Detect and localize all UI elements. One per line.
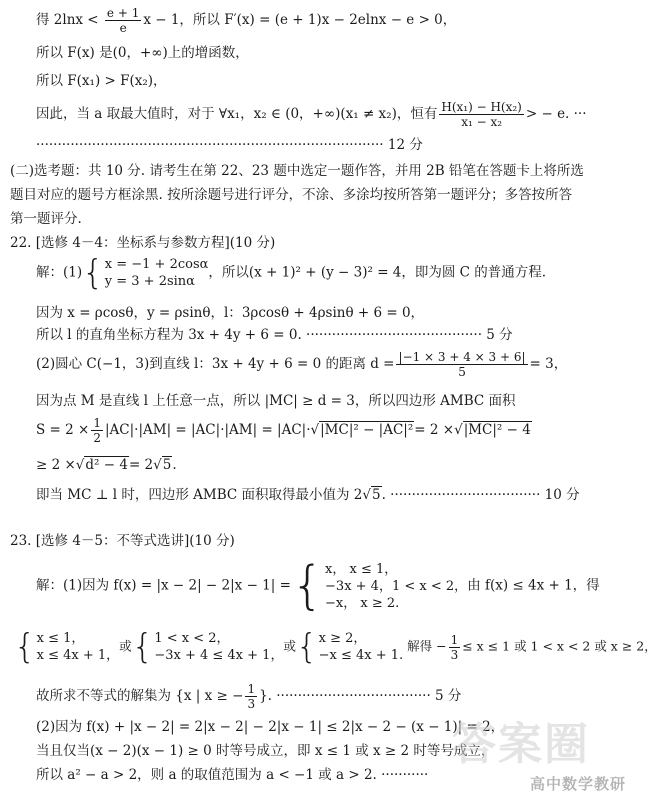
question-22-title: 22. [选修 4－4：坐标系与参数方程](10 分) — [10, 235, 276, 251]
line-20 — [14, 627, 657, 667]
text-l19-tail: 由 f(x) ≤ 4x + 1，得 — [467, 577, 600, 594]
case-line: −3x + 4，1 < x < 2， — [325, 578, 468, 594]
fraction — [439, 100, 524, 129]
line-23: 当且仅当(x − 2)(x − 1) ≥ 0 时等号成立，即 x ≤ 1 或 x ≥ 2 时等号成立， — [36, 743, 495, 759]
sqrt-icon: √ — [153, 457, 162, 473]
text-l10-tail: ，所以(x + 1)² + (y − 3)² = 4，即为圆 C 的普通方程. — [208, 264, 547, 281]
fraction — [396, 350, 527, 379]
sqrt-radicand: |MC|² − |AC|² — [320, 422, 414, 438]
brace-icon: { — [14, 627, 36, 667]
line-19 — [36, 556, 600, 616]
line-16 — [36, 456, 177, 474]
text-l17-tail: . ··································· 10 分 — [381, 487, 580, 503]
text-l21-tail: }. ···································· 5 分 — [259, 688, 462, 704]
line-7: 题目对应的题号方框涂黑. 按所涂题号进行评分，不涂、多涂均按所答第一题评分；多答按所答 — [10, 187, 573, 203]
sqrt-icon: √ — [362, 487, 371, 503]
system-3 — [319, 630, 404, 664]
text-l21-head: 故所求不等式的解集为 {x | x ≥ − — [36, 688, 244, 704]
equation-line: 1 < x < 2， — [154, 631, 230, 646]
brace-icon: { — [82, 253, 104, 293]
line-2: 所以 F(x) 是(0，+∞)上的增函数， — [36, 45, 249, 61]
fraction — [105, 6, 141, 35]
text-l15-head: S = 2 × — [36, 422, 90, 438]
text-or: 或 — [119, 638, 132, 654]
line-5-score: ················································································· 12 分 — [36, 137, 423, 153]
equation-line: −3x + 4 ≤ 4x + 1， — [154, 648, 284, 663]
fraction-numerator: |−1 × 3 + 4 × 3 + 6| — [398, 350, 526, 364]
text-l13-tail: = 3， — [529, 356, 568, 372]
fraction — [91, 416, 103, 445]
fraction-denominator: 2 — [93, 431, 101, 445]
text-l01-tail: x − 1，所以 F′(x) = (e + 1)x − 2elnx − e > 0， — [143, 12, 457, 28]
line-11: 因为 x = ρcosθ，y = ρsinθ，l：3ρcosθ + 4ρsinθ + 6 = 0， — [36, 305, 425, 321]
text-l16-head: ≥ 2 × — [36, 457, 76, 473]
piecewise-cases — [325, 561, 467, 612]
fraction-denominator: 3 — [450, 647, 459, 662]
line-14: 因为点 M 是直线 l 上任意一点，所以 |MC| ≥ d = 3，所以四边形 AMBC 面积 — [36, 393, 516, 409]
watermark-text: 高中数学教研 — [529, 775, 626, 793]
text-l19-head: 解：(1)因为 f(x) = |x − 2| − 2|x − 1| = — [36, 577, 291, 594]
text-l15-mid: |AC|·|AM| = |AC|·|AM| = |AC|· — [104, 422, 311, 438]
text-l10-a: 解：(1) — [36, 264, 83, 281]
fraction — [449, 633, 461, 662]
text-l16-tail: = 2 — [128, 457, 154, 473]
fraction-denominator: 5 — [458, 365, 466, 379]
case-line: −x， x ≥ 2. — [325, 595, 400, 611]
brace-icon: { — [290, 556, 325, 616]
line-6: (二)选考题：共 10 分. 请考生在第 22、23 题中选定一题作答，并用 2B 铅笔在答题卡上将所选 — [10, 163, 584, 179]
sqrt-radicand: 5 — [162, 457, 172, 473]
fraction-numerator: H(x₁) − H(x₂) — [441, 100, 522, 114]
sqrt-icon: √ — [454, 422, 463, 438]
line-22: (2)因为 f(x) + |x − 2| = 2|x − 2| − 2|x − 1| ≤ 2|x − 2 − (x − 1)| = 2， — [36, 719, 505, 735]
fraction-denominator: x₁ − x₂ — [461, 115, 503, 129]
equation-line: −x ≤ 4x + 1. — [318, 648, 404, 663]
line-15 — [36, 416, 532, 445]
equation-line: x ≤ 4x + 1， — [36, 648, 120, 663]
system-1 — [37, 630, 120, 664]
brace-icon: { — [295, 627, 318, 667]
fraction-denominator: 3 — [247, 697, 256, 711]
equation-line: x ≥ 2， — [318, 631, 367, 646]
text-l01: 得 2lnx < — [36, 12, 103, 28]
line-17 — [36, 486, 580, 504]
line-4 — [36, 100, 587, 129]
equation-system — [105, 256, 209, 290]
text-l16-end: . — [172, 457, 177, 473]
fraction-numerator: e + 1 — [106, 6, 140, 20]
line-24: 所以 a² − a > 2，则 a 的取值范围为 a < −1 或 a > 2. ··········· — [36, 767, 429, 783]
case-line: x， x ≤ 1， — [325, 561, 398, 577]
fraction-numerator: 1 — [93, 416, 101, 430]
fraction-denominator: e — [119, 21, 127, 35]
sqrt-icon: √ — [310, 422, 320, 438]
text-l15-tail: = 2 × — [414, 422, 455, 438]
brace-icon: { — [131, 627, 154, 667]
text-l13-head: (2)圆心 C(−1，3)到直线 l：3x + 4y + 6 = 0 的距离 d = — [36, 356, 395, 372]
line-21 — [36, 682, 461, 711]
text-l20-tail-b: ≤ x ≤ 1 或 1 < x < 2 或 x ≥ 2， — [462, 638, 657, 654]
text-l04-tail: > − e. ··· — [525, 106, 587, 122]
fraction — [245, 682, 257, 711]
sqrt-icon: √ — [75, 457, 85, 473]
text-or: 或 — [283, 638, 296, 654]
equation-line: x = −1 + 2cosα — [104, 257, 209, 272]
equation-line: y = 3 + 2sinα — [104, 274, 195, 289]
watermark-logo: 答案圈 — [452, 719, 590, 770]
text-l17-head: 即当 MC ⊥ l 时，四边形 AMBC 面积取得最小值为 2 — [36, 487, 363, 503]
fraction-numerator: 1 — [247, 682, 256, 696]
system-2 — [154, 630, 283, 664]
line-13 — [36, 350, 567, 379]
line-10 — [36, 253, 547, 293]
line-1 — [36, 6, 456, 35]
sqrt-radicand: |MC|² − 4 — [463, 422, 531, 438]
line-3: 所以 F(x₁) > F(x₂)， — [36, 73, 167, 89]
question-23-title: 23. [选修 4－5：不等式选讲](10 分) — [10, 533, 235, 549]
line-12: 所以 l 的直角坐标方程为 3x + 4y + 6 = 0. ········································· 5 分 — [36, 327, 513, 343]
text-l20-tail-a: 解得 − — [407, 638, 447, 654]
equation-line: x ≤ 1， — [36, 631, 85, 646]
line-8: 第一题评分. — [10, 211, 82, 227]
fraction-numerator: 1 — [450, 632, 459, 647]
sqrt-radicand: 5 — [371, 487, 381, 503]
text-l04-head: 因此，当 a 取最大值时，对于 ∀x₁，x₂ ∈ (0，+∞)(x₁ ≠ x₂)，恒有 — [36, 106, 438, 122]
sqrt-radicand: d² − 4 — [85, 457, 128, 473]
